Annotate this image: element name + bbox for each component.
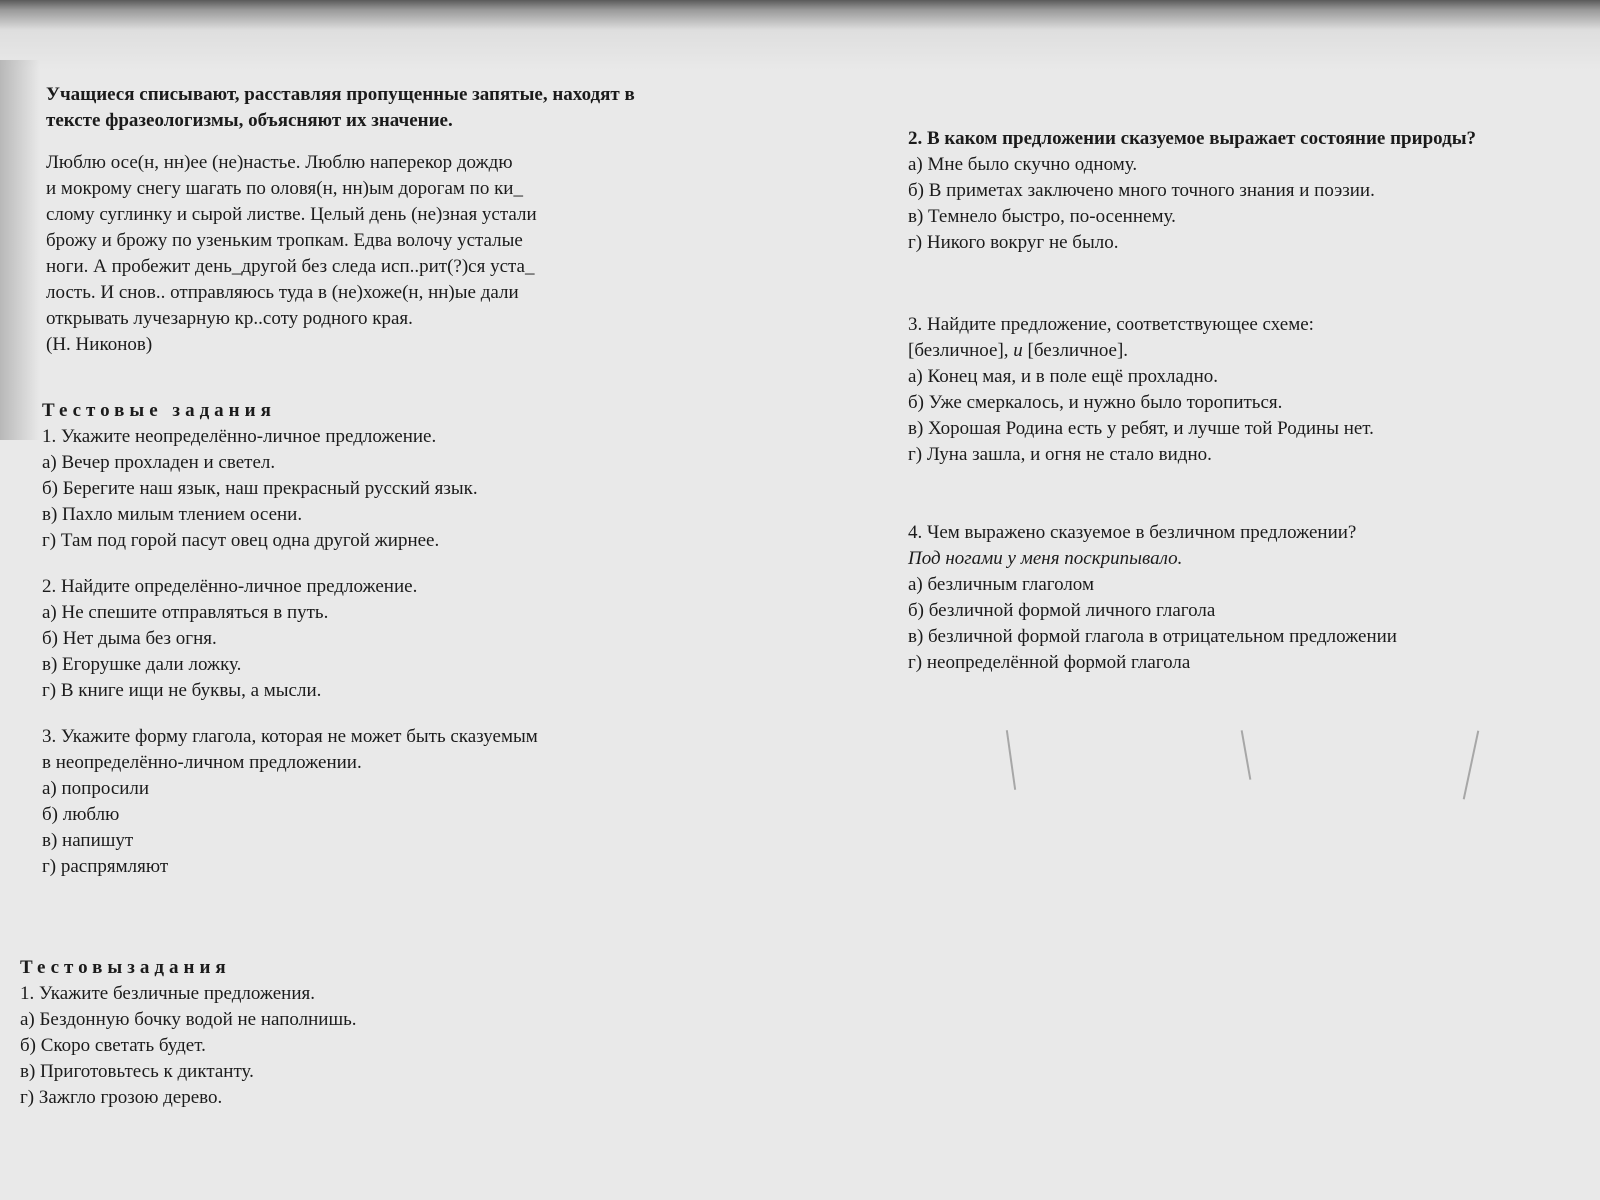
dictation-line: лость. И снов.. отправляюсь туда в (не)хоже(н, нн)ые дали (46, 282, 519, 303)
paper-crease (1463, 731, 1480, 800)
option: а) Конец мая, и в поле ещё прохладно. (908, 366, 1218, 387)
option: в) Темнело быстро, по-осеннему. (908, 206, 1176, 227)
dictation-line: слому суглинку и сырой листве. Целый день (не)зная устали (46, 204, 537, 225)
option: в) Хорошая Родина есть у ребят, и лучше той Родины нет. (908, 418, 1374, 439)
instruction-line: Учащиеся списывают, расставляя пропущенные запятые, находят в (46, 84, 635, 105)
option: б) Нет дыма без огня. (42, 628, 217, 649)
scheme (908, 338, 1476, 364)
right-column (908, 126, 1476, 676)
paper-crease (1006, 730, 1016, 790)
question-2: 2. В каком предложении сказуемое выражает состояние природы? (908, 128, 1477, 149)
dictation-section (46, 82, 635, 358)
test-heading: Тестовые задания (42, 400, 276, 421)
dictation-author: (Н. Никонов) (46, 334, 153, 355)
question-4: 4. Чем выражено сказуемое в безличном предложении? (908, 522, 1357, 543)
question-2: 2. Найдите определённо-личное предложение. (42, 576, 418, 597)
option: в) напишут (42, 830, 134, 851)
dictation-line: открывать лучезарную кр..соту родного края. (46, 308, 413, 329)
dictation-line: и мокрому снегу шагать по оловя(н, нн)ым дорогам по ки_ (46, 178, 523, 199)
option: в) Пахло милым тлением осени. (42, 504, 303, 525)
option: г) Зажгло грозою дерево. (20, 1087, 223, 1108)
option: б) безличной формой личного глагола (908, 600, 1216, 621)
paper-left-shadow (0, 60, 40, 440)
dictation-line: Люблю осе(н, нн)ее (не)настье. Люблю наперекор дождю (46, 152, 513, 173)
option: в) безличной формой глагола в отрицательном предложении (908, 626, 1397, 647)
option: а) Вечер прохладен и светел. (42, 452, 276, 473)
option: г) Луна зашла, и огня не стало видно. (908, 444, 1212, 465)
instruction-line: тексте фразеологизмы, объясняют их значение. (46, 110, 453, 131)
scheme-part: [безличное], (908, 340, 1009, 361)
paper-crease (1241, 730, 1252, 780)
option: а) попросили (42, 778, 150, 799)
question-3: 3. Найдите предложение, соответствующее схеме: (908, 314, 1314, 335)
option: б) Берегите наш язык, наш прекрасный русский язык. (42, 478, 478, 499)
question-1: 1. Укажите безличные предложения. (20, 983, 316, 1004)
scheme-part: [безличное]. (1027, 340, 1129, 361)
paper-top-edge (0, 0, 1600, 70)
question-1: 1. Укажите неопределённо-личное предложение. (42, 426, 437, 447)
option: г) Там под горой пасут овец одна другой жирнее. (42, 530, 440, 551)
option: б) Уже смеркалось, и нужно было торопиться. (908, 392, 1283, 413)
option: а) Не спешите отправляться в путь. (42, 602, 329, 623)
option: а) Мне было скучно одному. (908, 154, 1138, 175)
option: г) В книге ищи не буквы, а мысли. (42, 680, 322, 701)
question-3: 3. Укажите форму глагола, которая не может быть сказуемым (42, 726, 538, 747)
dictation-line: брожу и брожу по узеньким тропкам. Едва волочу усталые (46, 230, 523, 251)
option: г) неопределённой формой глагола (908, 652, 1191, 673)
option: в) Приготовьтесь к диктанту. (20, 1061, 254, 1082)
dictation-line: ноги. А пробежит день_другой без следа исп..рит(?)ся уста_ (46, 256, 535, 277)
option: г) распрямляют (42, 856, 169, 877)
option: а) безличным глаголом (908, 574, 1094, 595)
option: б) Скоро светать будет. (20, 1035, 206, 1056)
question-3-cont: в неопределённо-личном предложении. (42, 752, 362, 773)
test-block-1 (42, 398, 538, 880)
test-heading: Тестовызадания (20, 957, 231, 978)
test-block-2 (20, 955, 357, 1111)
option: а) Бездонную бочку водой не наполнишь. (20, 1009, 357, 1030)
option: б) В приметах заключено много точного знания и поэзии. (908, 180, 1375, 201)
option: б) люблю (42, 804, 120, 825)
question-4-example: Под ногами у меня поскрипывало. (908, 548, 1183, 569)
option: г) Никого вокруг не было. (908, 232, 1119, 253)
scheme-conjunction: и (1013, 340, 1023, 361)
option: в) Егорушке дали ложку. (42, 654, 242, 675)
